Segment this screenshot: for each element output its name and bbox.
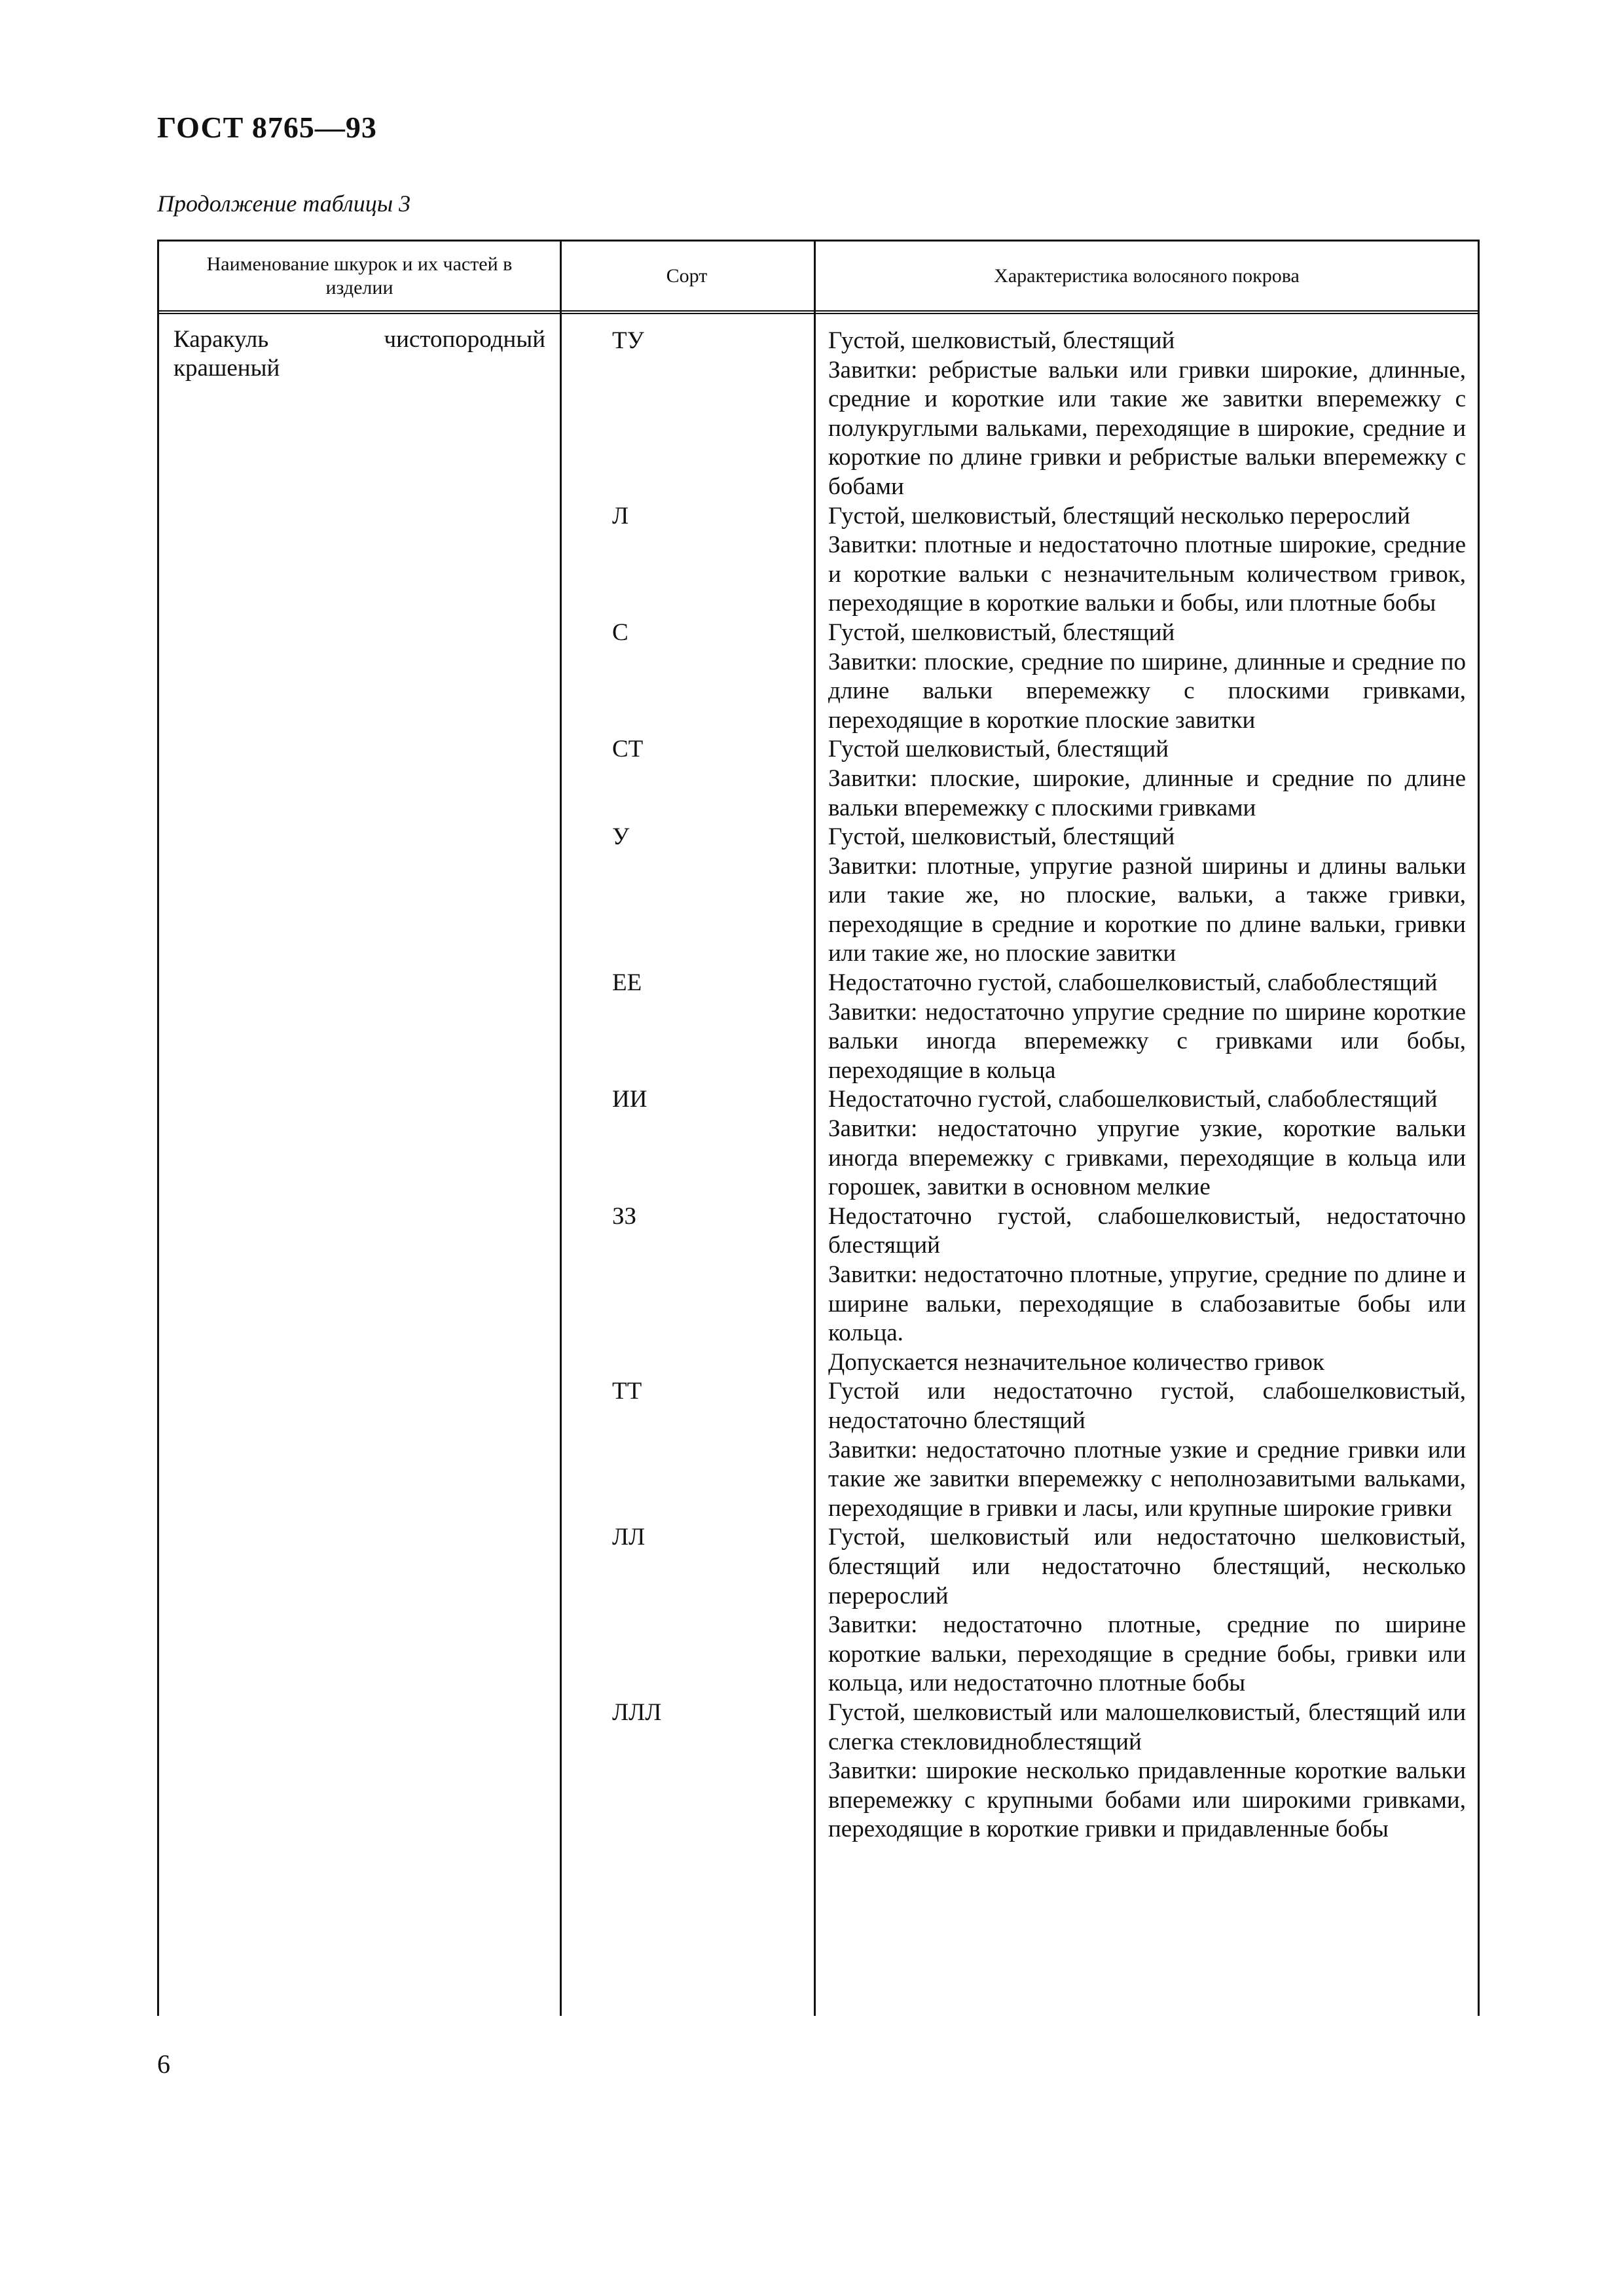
description-line: Завитки: недостаточно упругие средние по ширине короткие вальки иногда вперемежку с гривками или бобы, переходящие в кольца — [828, 998, 1466, 1084]
grade-label: ЗЗ — [612, 1202, 637, 1230]
grade-description — [828, 1523, 1466, 1698]
grade-label: Л — [612, 502, 629, 529]
grade-label: ЕЕ — [612, 969, 642, 997]
description-column — [828, 327, 1466, 1844]
description-line: Завитки: плоские, широкие, длинные и средние по длине вальки вперемежку с плоскими гривками — [828, 764, 1466, 821]
description-line: Густой, шелковистый, блестящий несколько перерослий — [828, 502, 1410, 529]
grade-label: ИИ — [612, 1086, 647, 1113]
grade-description — [828, 1202, 1466, 1378]
description-line: Завитки: ребристые вальки или гривки широкие, длинные, средние и короткие или такие же завитки вперемежку с полукруглыми вальками, переходящие в широкие, средние и короткие по длине гривки и ребристые вальки вперемежку с бобами — [828, 356, 1466, 500]
description-line: Завитки: недостаточно плотные, средние по ширине короткие вальки, переходящие в средние бобы, гривки или кольца, или недостаточно плотные бобы — [828, 1611, 1466, 1697]
description-line: Завитки: широкие несколько придавленные короткие вальки вперемежку с крупными бобами или широкими гривками, переходящие в короткие гривки и придавленные бобы — [828, 1757, 1466, 1843]
grade-description — [828, 502, 1466, 619]
description-line: Густой, шелковистый, блестящий — [828, 823, 1175, 851]
doc-title: ГОСТ 8765—93 — [157, 111, 377, 144]
grade-description — [828, 1698, 1466, 1844]
grade-label: ЛЛ — [612, 1524, 646, 1551]
header-description: Характеристика волосяного покрова — [994, 264, 1300, 287]
header-grade: Сорт — [666, 264, 708, 287]
description-line: Недостаточно густой, слабошелковистый, слабоблестящий — [828, 1086, 1438, 1113]
grade-label: У — [612, 823, 630, 851]
description-line: Завитки: недостаточно плотные узкие и средние гривки или такие же завитки вперемежку с неполнозавитыми вальками, переходящие в гривки и ласы, или крупные широкие гривки — [828, 1436, 1466, 1522]
grade-description — [828, 1377, 1466, 1523]
grade-label: ТУ — [612, 327, 644, 354]
description-line: Густой шелковистый, блестящий — [828, 736, 1169, 763]
grade-description — [828, 327, 1466, 502]
grade-label: ЛЛЛ — [612, 1698, 662, 1726]
description-line: Густой, шелковистый или недостаточно шелковистый, блестящий или недостаточно блестящий, несколько перерослий — [828, 1524, 1466, 1609]
description-line: Густой, шелковистый, блестящий — [828, 619, 1175, 646]
grade-label: С — [612, 619, 629, 646]
grade-description — [828, 969, 1466, 1085]
description-line: Густой, шелковистый, блестящий — [828, 327, 1175, 354]
grade-description — [828, 1085, 1466, 1202]
grade-description — [828, 735, 1466, 823]
column-divider — [814, 242, 816, 2016]
grade-label: ТТ — [612, 1378, 642, 1405]
description-line: Завитки: плотные, упругие разной ширины и длины вальки или такие же, но плоские, вальки, а также гривки, переходящие в средние и короткие по длине вальки, гривки или такие же, но плоские завитки — [828, 852, 1466, 967]
grades-table — [157, 240, 1480, 2016]
grade-description — [828, 619, 1466, 735]
description-line: Завитки: плотные и недостаточно плотные широкие, средние и короткие вальки с незначительным количеством гривок, переходящие в короткие вальки и бобы, или плотные бобы — [828, 531, 1466, 617]
description-line: Недостаточно густой, слабошелковистый, слабоблестящий — [828, 969, 1438, 997]
header-separator — [159, 310, 1478, 314]
description-line: Допускается незначительное количество гривок — [828, 1348, 1324, 1376]
grade-column — [612, 327, 809, 1844]
description-line: Густой или недостаточно густой, слабошелковистый, недостаточно блестящий — [828, 1378, 1466, 1434]
grade-description — [828, 823, 1466, 969]
page-number: 6 — [157, 2049, 170, 2079]
description-line: Завитки: недостаточно плотные, упругие, средние по длине и ширине вальки, переходящие в слабозавитые бобы или кольца. — [828, 1261, 1466, 1347]
description-line: Завитки: недостаточно упругие узкие, короткие вальки иногда вперемежку с гривками, переходящие в кольца или горошек, завитки в основном мелкие — [828, 1115, 1466, 1201]
description-line: Завитки: плоские, средние по ширине, длинные и средние по длине вальки вперемежку с плоскими гривками, переходящие в короткие плоские завитки — [828, 648, 1466, 734]
grade-label: СТ — [612, 736, 644, 763]
column-divider — [560, 242, 562, 2016]
description-line: Густой, шелковистый или малошелковистый, блестящий или слегка стекловидноблестящий — [828, 1698, 1466, 1755]
header-item-name: Наименование шкурок и их частей в изделии — [206, 253, 513, 298]
table-caption: Продолжение таблицы 3 — [157, 190, 411, 217]
item-name: Каракуль чистопородный крашеный — [173, 326, 545, 382]
description-line: Недостаточно густой, слабошелковистый, недостаточно блестящий — [828, 1202, 1466, 1259]
